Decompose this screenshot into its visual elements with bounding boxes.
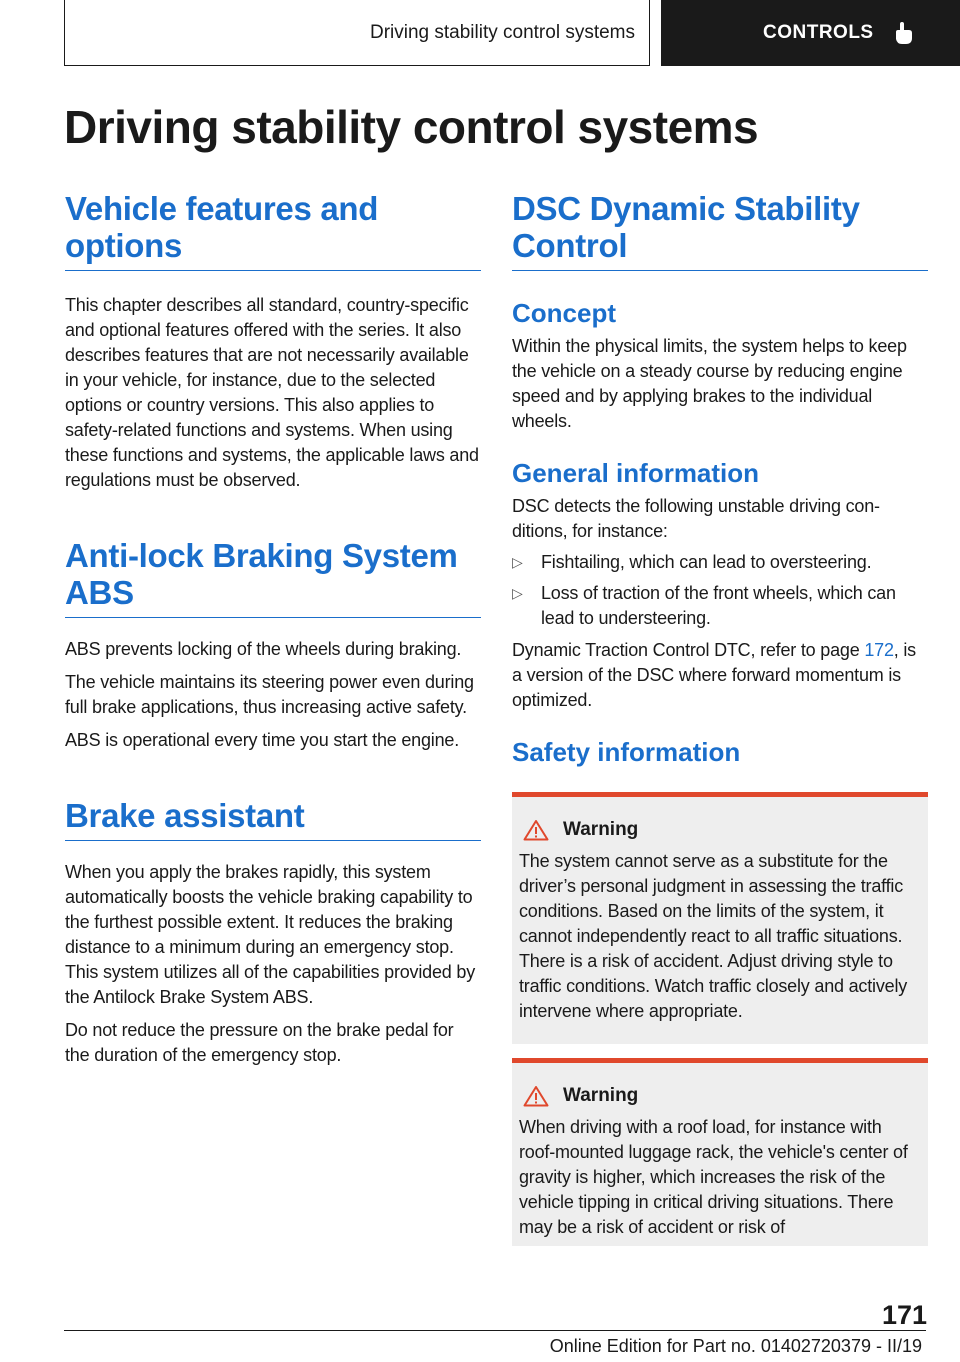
triangle-bullet-icon: ▷ <box>512 554 523 570</box>
header-chapter-label: CONTROLS <box>763 22 874 43</box>
abs-paragraph-2: The vehicle maintains its steering power even during full brake applications, thus increasing active safety. <box>65 672 474 717</box>
pointing-hand-icon <box>892 21 914 45</box>
footer-divider <box>64 1330 926 1331</box>
concept-paragraph: Within the physical limits, the system helps to keep the vehicle on a steady course by reducing engine speed and by applying brakes to the individual wheels. <box>512 336 907 431</box>
general-paragraph: DSC detects the following unstable driving conditions, for instance: <box>512 496 881 541</box>
warning-label: Warning <box>563 1085 639 1106</box>
dtc-paragraph: Dynamic Traction Control DTC, refer to page 172, is a version of the DSC where forward momentum is optimized. <box>512 640 916 710</box>
warning-header <box>523 1085 922 1107</box>
subheading-safety-information: Safety information <box>512 737 741 767</box>
list-item: ▷ Fishtailing, which can lead to oversteering. <box>512 550 928 575</box>
warning-box-1 <box>512 792 928 1044</box>
section-heading-brake-assistant: Brake assistant <box>65 797 481 841</box>
triangle-bullet-icon: ▷ <box>512 585 523 601</box>
section-heading-abs: Anti-lock Braking System ABS <box>65 537 481 618</box>
section-heading-dsc: DSC Dynamic Stability Control <box>512 190 928 271</box>
section-heading-vehicle-features: Vehicle features and options <box>65 190 481 271</box>
page-title: Driving stability control systems <box>64 101 759 153</box>
warning-triangle-icon <box>523 819 549 841</box>
subheading-concept: Concept <box>512 298 616 328</box>
header-section-label: Driving stability control systems <box>369 21 635 43</box>
abs-paragraph-1: ABS prevents locking of the wheels during braking. <box>65 639 462 659</box>
header-section-tab <box>64 0 650 66</box>
warning-header <box>523 819 922 841</box>
abs-paragraph-3: ABS is operational every time you start the engine. <box>65 730 460 750</box>
list-item: ▷ Loss of traction of the front wheels, which can lead to understeering. <box>512 583 896 628</box>
brake-paragraph-1: When you apply the brakes rapidly, this system automatically boosts the vehicle braking capability to the furthest possible extent. It reduces the braking distance to a minimum during an emergency stop. This system utilizes all of the capabilities provided by the Antilock Brake System ABS. <box>65 862 475 1007</box>
warning-text: The system cannot serve as a substitute for the driver’s personal judgment in assessing the traffic conditions. Based on the limits of the system, it cannot independently react to all traffic situations. There is a risk of accident. Adjust driving style to traffic conditions. Watch traffic closely and actively intervene where appropriate. <box>519 851 908 1021</box>
page-link-172[interactable]: 172 <box>864 640 894 660</box>
page-number: 171 <box>882 1300 928 1330</box>
brake-paragraph-2: Do not reduce the pressure on the brake pedal for the duration of the emergency stop. <box>65 1020 454 1065</box>
left-column <box>65 190 481 1068</box>
right-column <box>512 190 928 1246</box>
warning-box-2 <box>512 1058 928 1246</box>
subheading-general-information: General information <box>512 458 760 488</box>
condition-list <box>512 550 928 631</box>
footer-edition: Online Edition for Part no. 01402720379 - II/19 <box>549 1336 922 1356</box>
warning-label: Warning <box>563 819 639 840</box>
warning-text: When driving with a roof load, for instance with roof-mounted luggage rack, the vehicle's center of gravity is higher, which increases the risk of the vehicle tipping in critical driving situations. There may be a risk of accident or risk of <box>519 1117 908 1237</box>
header-chapter-tab[interactable] <box>661 0 960 66</box>
features-paragraph: This chapter describes all standard, country-specific and optional features offered with the series. It also describes features that are not necessarily available in your vehicle, for instance, due to the selected options or country versions. This also applies to safety-related functions and systems. When using these functions and systems, the applicable laws and regulations must be observed. <box>65 295 479 490</box>
warning-triangle-icon <box>523 1085 549 1107</box>
